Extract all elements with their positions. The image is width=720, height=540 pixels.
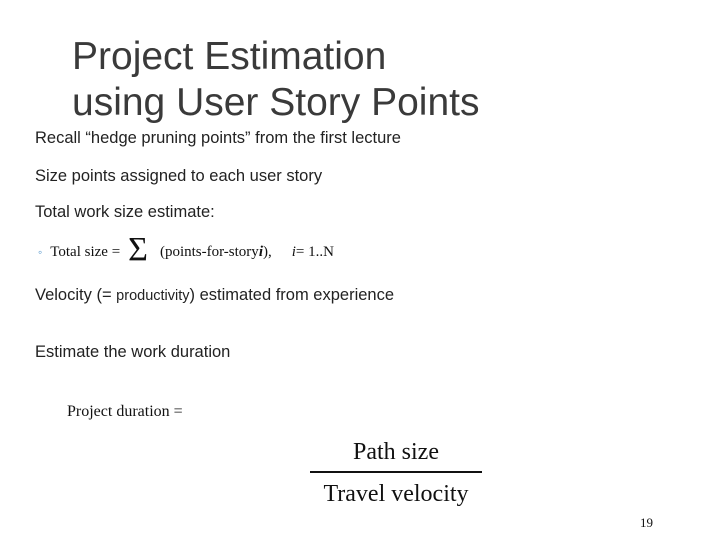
bullet-estimate-duration: Estimate the work duration (35, 343, 231, 361)
fraction-denominator: Travel velocity (323, 481, 469, 507)
bullet-recall: Recall “hedge pruning points” from the first lecture (35, 129, 401, 147)
bullet-size-points: Size points assigned to each user story (35, 167, 323, 185)
sigma-symbol: Σ (128, 231, 148, 268)
velocity-productivity: productivity (116, 288, 190, 304)
page-number: 19 (640, 515, 653, 530)
formula-lhs: Total size = (50, 243, 121, 260)
slide-title-line-2: using User Story Points (72, 81, 480, 124)
total-size-formula (38, 232, 334, 272)
formula-index-range: = 1..N (295, 243, 334, 260)
fraction-numerator: Path size (353, 439, 439, 465)
duration-fraction (310, 435, 482, 509)
formula-term-open: (points-for-story (159, 243, 259, 260)
slide-title (72, 34, 480, 126)
sub-bullet-marker-icon: ◦ (38, 245, 43, 259)
slide-title-line-1: Project Estimation (72, 35, 387, 78)
formula-index-variable: i (291, 243, 296, 260)
bullet-total-work: Total work size estimate: (35, 203, 215, 221)
velocity-suffix: ) estimated from experience (189, 286, 395, 304)
formula-term-variable: i (258, 243, 263, 260)
formula-term-close: ), (262, 243, 272, 260)
fraction-bar (310, 471, 482, 473)
project-duration-label: Project duration = (67, 403, 183, 420)
velocity-prefix: Velocity (= (35, 286, 117, 304)
bullet-velocity (35, 286, 394, 305)
